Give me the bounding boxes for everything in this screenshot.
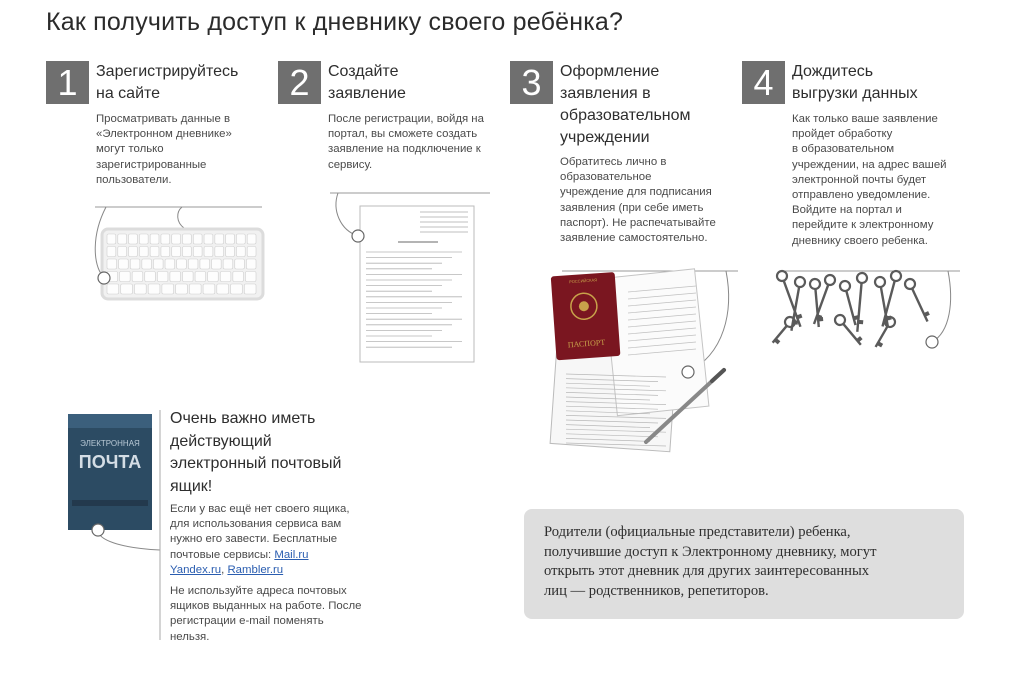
mailbox-label-main: ПОЧТА	[78, 452, 142, 472]
yandex-ru-link[interactable]: Yandex.ru	[170, 563, 222, 576]
mail-ru-link[interactable]: Mail.ru	[274, 548, 309, 561]
mailbox-image	[60, 410, 165, 550]
keys-image	[770, 262, 970, 382]
mailbox-connector	[155, 410, 165, 640]
step-2-description: После регистрации, войдя на портал, вы сможете создать заявление на подключение к сервису.	[328, 113, 484, 171]
keyboard-image	[90, 204, 270, 304]
passport-label: ПАСПОРТ	[567, 337, 606, 350]
step-3-description: Обратитесь лично в образовательное учреждение для подписания заявления (при себе иметь паспорт). Не распечатывайте заявление самостоятельно.	[560, 156, 716, 245]
page-title: Как получить доступ к дневнику своего ребёнка?	[46, 8, 624, 36]
step-number-3: 3	[510, 61, 553, 104]
step-2-title: Создайте заявление	[328, 63, 406, 102]
email-paragraph-1: Если у вас ещё нет своего ящика, для использования сервиса вам нужно его завести. Бесплатные почтовые сервисы: Mail.ru Yandex.ru, Rambler.ru	[170, 503, 350, 576]
email-paragraph-2: Не используйте адреса почтовых ящиков выданных на работе. После регистрации e-mail поменять нельзя.	[170, 585, 362, 643]
note-text: Родители (официальные представители) ребенка, получившие доступ к Электронному дневнику, могут открыть этот дневник для других заинтересованных лиц — родственников, репетиторов.	[544, 524, 877, 599]
mailbox-label-top: ЭЛЕКТРОННАЯ	[80, 439, 140, 448]
svg-text:РОССИЙСКАЯ: РОССИЙСКАЯ	[568, 277, 598, 285]
step-number-1: 1	[46, 61, 89, 104]
step-1-title: Зарегистрируйтесь на сайте	[96, 63, 239, 102]
note-box	[524, 509, 964, 619]
step-4-title: Дождитесь выгрузки данных	[792, 63, 918, 102]
rambler-ru-link[interactable]: Rambler.ru	[227, 563, 284, 576]
email-title: Очень важно иметь действующий электронный почтовый ящик!	[170, 410, 342, 495]
step-4-description: Как только ваше заявление пройдет обработку в образовательном учреждении, на адрес вашей электронной почты будет отправлено уведомление. Войдите на портал и перейдите к электронному дневнику своего ребенка.	[792, 113, 947, 247]
application-form-image	[328, 190, 498, 370]
step-number-2: 2	[278, 61, 321, 104]
step-number-4: 4	[742, 61, 785, 104]
step-3-title: Оформление заявления в образовательном учреждении	[560, 63, 691, 146]
step-1-description: Просматривать данные в «Электронном дневнике» могут только зарегистрированные пользователи.	[96, 113, 232, 186]
passport-document-image	[548, 262, 748, 462]
